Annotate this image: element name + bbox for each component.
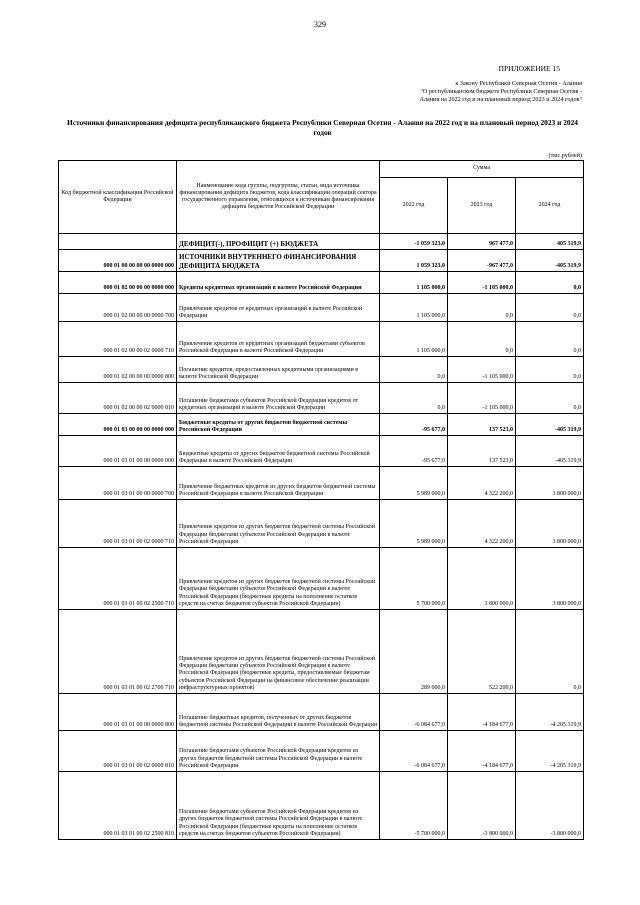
page-number: 329 (314, 20, 326, 29)
row-2022: 1 059 323,0 (380, 250, 448, 272)
row-code (59, 234, 177, 250)
row-2023: 137 523,0 (448, 414, 516, 436)
table-row (59, 731, 584, 772)
table-row (59, 436, 584, 467)
row-code: 000 01 03 01 00 02 2700 710 (59, 610, 177, 694)
row-2022: 289 000,0 (380, 610, 448, 694)
row-2023: -3 800 000,0 (448, 772, 516, 840)
table-row (59, 383, 584, 414)
law-reference-line: к Закону Республики Северная Осетия - Алания (455, 80, 582, 87)
row-2022: -1 059 323,0 (380, 234, 448, 250)
row-2024: -4 205 319,9 (516, 694, 584, 731)
sources-table (58, 160, 584, 840)
row-name: Привлечение кредитов из других бюджетов бюджетной системы Российской Федерации бюджетами субъектов Российской Федерации в валюте Российской Федерации (177, 500, 380, 548)
row-name: Погашение бюджетами субъектов Российской Федерации кредитов от кредитных организаций в валюте Российской Федерации (177, 383, 380, 414)
row-name: ИСТОЧНИКИ ВНУТРЕННЕГО ФИНАНСИРОВАНИЯ ДЕФИЦИТА БЮДЖЕТА (177, 250, 380, 272)
row-name: Привлечение кредитов из других бюджетов бюджетной системы Российской Федерации бюджетами субъектов Российской Федерации в валюте Российской Федерации (бюджетные кредиты на пополнение остатков средств на счетах бюджетов субъектов Российской Федерации) (177, 548, 380, 610)
row-2023: -4 184 677,0 (448, 731, 516, 772)
row-2024: 0,0 (516, 357, 584, 383)
row-2023: -4 184 677,0 (448, 694, 516, 731)
row-name: ДЕФИЦИТ(-), ПРОФИЦИТ (+) БЮДЖЕТА (177, 234, 380, 250)
row-2023: 522 200,0 (448, 610, 516, 694)
row-2024: -3 800 000,0 (516, 772, 584, 840)
appendix-label: ПРИЛОЖЕНИЕ 15 (498, 64, 560, 73)
row-2024: 405 319,9 (516, 234, 584, 250)
row-name: Бюджетные кредиты от других бюджетов бюджетной системы Российской Федерации в валюте Российской Федерации (177, 436, 380, 467)
row-code: 000 01 03 01 00 02 0000 710 (59, 500, 177, 548)
row-2022: -5 700 000,0 (380, 772, 448, 840)
table-row (59, 772, 584, 840)
row-2024: -4 205 319,9 (516, 731, 584, 772)
row-2022: -6 084 677,0 (380, 731, 448, 772)
row-name: Погашение бюджетами субъектов Российской Федерации кредитов из других бюджетов бюджетной системы Российской Федерации в валюте Российской Федерации (бюджетные кредиты на пополнение остатков средств на счетах бюджетов субъектов Российской Федерации) (177, 772, 380, 840)
document-title: Источники финансирования дефицита республиканского бюджета Республики Северная Осетия - Алания на 2022 год и на плановый период 2023 и 2024 годов (66, 118, 578, 137)
row-name: Привлечение бюджетных кредитов из других бюджетов бюджетной системы Российской Федерации в валюте Российской Федерации (177, 467, 380, 500)
table-row (59, 250, 584, 272)
row-2023: 0,0 (448, 294, 516, 322)
row-code: 000 01 03 01 00 00 0000 700 (59, 467, 177, 500)
row-code: 000 01 03 01 00 02 0000 810 (59, 731, 177, 772)
header-2022: 2022 год (380, 177, 448, 233)
row-2024: 0,0 (516, 610, 584, 694)
table-row (59, 467, 584, 500)
row-2024: 3 800 000,0 (516, 467, 584, 500)
law-reference-line: "О республиканском бюджете Республики Северная Осетия - (420, 88, 582, 95)
row-2024: -405 319,9 (516, 250, 584, 272)
row-code: 000 01 03 01 00 00 0000 800 (59, 694, 177, 731)
row-2023: 4 322 200,0 (448, 500, 516, 548)
table-row (59, 322, 584, 357)
row-name: Погашение бюджетами субъектов Российской Федерации кредитов из других бюджетов бюджетной системы Российской Федерации в валюте Российской Федерации (177, 731, 380, 772)
header-name: Наименование кода группы, подгруппы, статьи, вида источника финансирования дефицита бюджетов, кода классификации операций сектора государственного управления, относящихся к источникам финансирования дефицита бюджетов Российской Федерации (177, 161, 380, 234)
row-code: 000 01 02 00 00 00 0000 700 (59, 294, 177, 322)
row-code: 000 01 03 01 00 02 2500 710 (59, 548, 177, 610)
row-2023: 967 477,0 (448, 234, 516, 250)
table-row (59, 234, 584, 250)
row-2024: 0,0 (516, 294, 584, 322)
table-row (59, 414, 584, 436)
row-2024: 0,0 (516, 322, 584, 357)
row-2022: 1 105 000,0 (380, 322, 448, 357)
header-2024: 2024 год (516, 177, 584, 233)
law-reference (362, 80, 582, 104)
row-2024: 3 800 000,0 (516, 500, 584, 548)
row-2022: -95 677,0 (380, 436, 448, 467)
row-2022: 0,0 (380, 383, 448, 414)
row-code: 000 01 02 00 00 00 0000 800 (59, 357, 177, 383)
row-code: 000 01 00 00 00 00 0000 000 (59, 250, 177, 272)
table-row (59, 500, 584, 548)
row-code: 000 01 03 01 00 02 2500 810 (59, 772, 177, 840)
row-name: Кредиты кредитных организаций в валюте Российской Федерации (177, 272, 380, 294)
row-name: Погашение кредитов, предоставленных кредитными организациями в валюте Российской Федерации (177, 357, 380, 383)
table-row (59, 610, 584, 694)
table-row (59, 548, 584, 610)
row-2023: -967 477,0 (448, 250, 516, 272)
row-name: Привлечение кредитов от кредитных организаций бюджетами субъектов Российской Федерации в валюте Российской Федерации (177, 322, 380, 357)
header-sum: Сумма (380, 161, 584, 178)
row-2023: -1 105 000,0 (448, 383, 516, 414)
row-2023: 137 523,0 (448, 436, 516, 467)
row-name: Привлечение кредитов из других бюджетов бюджетной системы Российской Федерации бюджетами субъектов Российской Федерации в валюте Российской Федерации (бюджетные кредиты, предоставляемые бюджетам субъектов Российской Федерации на финансовое обеспечение реализации инфраструктурных проектов) (177, 610, 380, 694)
table-row (59, 294, 584, 322)
row-2024: 3 800 000,0 (516, 548, 584, 610)
law-reference-line: Алания на 2022 год и на плановый период 2023 и 2024 годов" (419, 96, 582, 103)
row-code: 000 01 03 00 00 00 0000 000 (59, 414, 177, 436)
row-2022: -6 084 677,0 (380, 694, 448, 731)
header-2023: 2023 год (448, 177, 516, 233)
row-code: 000 01 03 01 00 00 0000 000 (59, 436, 177, 467)
row-2024: -405 319,9 (516, 436, 584, 467)
row-2023: 3 800 000,0 (448, 548, 516, 610)
row-2023: -1 105 000,0 (448, 272, 516, 294)
row-code: 000 01 02 00 00 02 0000 710 (59, 322, 177, 357)
row-2023: -1 105 000,0 (448, 357, 516, 383)
row-2023: 0,0 (448, 322, 516, 357)
table-row (59, 357, 584, 383)
units-label: (тыс.рублей) (548, 152, 582, 159)
header-code: Код бюджетной классификации Российской Федерации (59, 161, 177, 234)
row-2022: 1 105 000,0 (380, 272, 448, 294)
row-2022: 5 989 000,0 (380, 467, 448, 500)
table-row (59, 694, 584, 731)
row-2022: 5 989 000,0 (380, 500, 448, 548)
row-code: 000 01 02 00 00 00 0000 000 (59, 272, 177, 294)
row-2024: 0,0 (516, 272, 584, 294)
row-name: Бюджетные кредиты от других бюджетов бюджетной системы Российской Федерации (177, 414, 380, 436)
row-name: Привлечение кредитов от кредитных организаций в валюте Российской Федерации (177, 294, 380, 322)
row-name: Погашение бюджетных кредитов, полученных от других бюджетов бюджетной системы Российской Федерации в валюте Российской Федерации (177, 694, 380, 731)
row-2022: 0,0 (380, 357, 448, 383)
row-code: 000 01 02 00 00 02 0000 810 (59, 383, 177, 414)
table-row (59, 272, 584, 294)
row-2023: 4 322 200,0 (448, 467, 516, 500)
row-2024: -405 319,9 (516, 414, 584, 436)
row-2022: -95 677,0 (380, 414, 448, 436)
row-2022: 1 105 000,0 (380, 294, 448, 322)
row-2024: 0,0 (516, 383, 584, 414)
row-2022: 5 700 000,0 (380, 548, 448, 610)
